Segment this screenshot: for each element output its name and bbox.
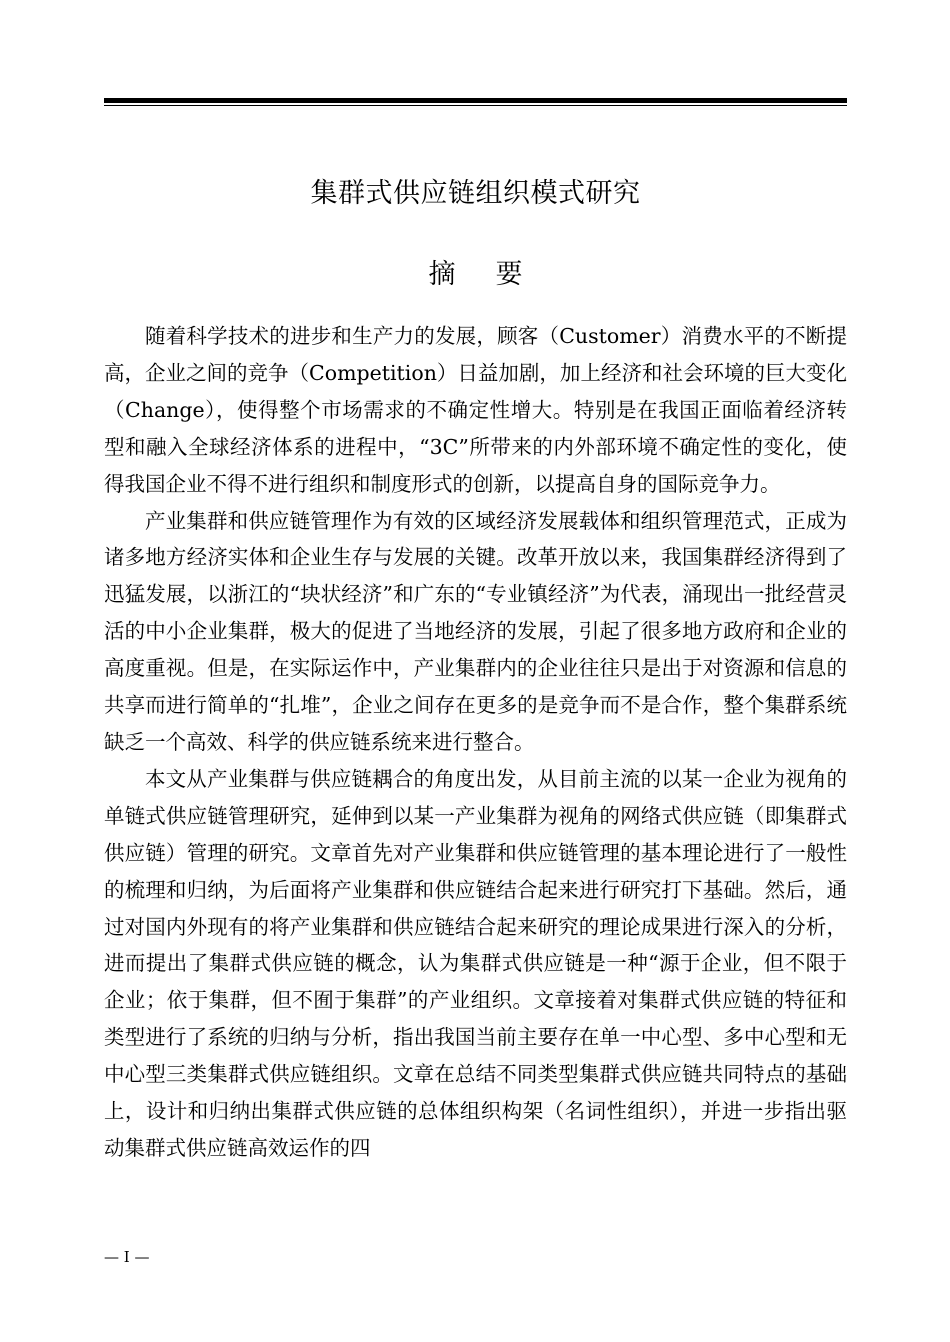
page-number: — I — — [104, 1248, 150, 1266]
abstract-paragraph-3: 本文从产业集群与供应链耦合的角度出发，从目前主流的以某一企业为视角的单链式供应链管理研究，延伸到以某一产业集群为视角的网络式供应链（即集群式供应链）管理的研究。文章首先对产业集群和供应链管理的基本理论进行了一般性的梳理和归纳，为后面将产业集群和供应链结合起来进行研究打下基础。然后，通过对国内外现有的将产业集群和供应链结合起来研究的理论成果进行深入的分析，进而提出了集群式供应链的概念，认为集群式供应链是一种“源于企业，但不限于企业；依于集群，但不囿于集群”的产业组织。文章接着对集群式供应链的特征和类型进行了系统的归纳与分析，指出我国当前主要存在单一中心型、多中心型和无中心型三类集群式供应链组织。文章在总结不同类型集群式供应链共同特点的基础上，设计和归纳出集群式供应链的总体组织构架（名词性组织），并进一步指出驱动集群式供应链高效运作的四 — [104, 766, 847, 1160]
abstract-heading — [104, 255, 847, 295]
abstract-heading-char-1: 摘 — [428, 259, 456, 290]
abstract-paragraph-1: 随着科学技术的进步和生产力的发展，顾客（Customer）消费水平的不断提高，企业之间的竞争（Competition）日益加剧，加上经济和社会环境的巨大变化（Change），使得整个市场需求的不确定性增大。特别是在我国正面临着经济转型和融入全球经济体系的进程中，“3C”所带来的内外部环境不确定性的变化，使得我国企业不得不进行组织和制度形式的创新，以提高自身的国际竞争力。 — [104, 324, 847, 496]
abstract-heading-char-2: 要 — [495, 259, 523, 290]
abstract-body — [104, 318, 847, 1167]
abstract-paragraph-2: 产业集群和供应链管理作为有效的区域经济发展载体和组织管理范式，正成为诸多地方经济实体和企业生存与发展的关键。改革开放以来，我国集群经济得到了迅猛发展，以浙江的“块状经济”和广东的“专业镇经济”为代表，涌现出一批经营灵活的中小企业集群，极大的促进了当地经济的发展，引起了很多地方政府和企业的高度重视。但是，在实际运作中，产业集群内的企业往往只是出于对资源和信息的共享而进行简单的“扎堆”，企业之间存在更多的是竞争而不是合作，整个集群系统缺乏一个高效、科学的供应链系统来进行整合。 — [104, 508, 847, 754]
document-title: 集群式供应链组织模式研究 — [310, 178, 641, 209]
header-rule-thin — [104, 105, 847, 106]
header-rule-thick — [104, 98, 847, 103]
